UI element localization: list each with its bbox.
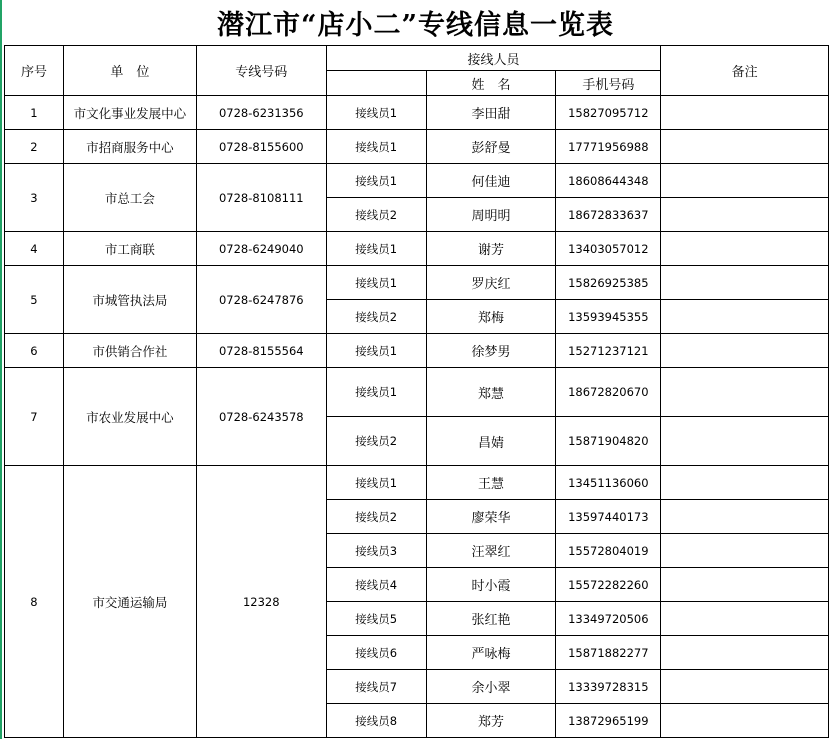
cell-unit[interactable]: 市城管执法局 [63, 266, 196, 334]
cell-name[interactable]: 李田甜 [426, 96, 556, 130]
cell-mobile[interactable]: 13872965199 [556, 704, 661, 738]
cell-name[interactable]: 周明明 [426, 198, 556, 232]
table-row [5, 96, 829, 130]
cell-mobile[interactable]: 15827095712 [556, 96, 661, 130]
cell-role[interactable]: 接线员8 [326, 704, 426, 738]
header-row-1 [5, 46, 829, 71]
cell-name[interactable]: 郑梅 [426, 300, 556, 334]
cell-name[interactable]: 汪翠红 [426, 534, 556, 568]
cell-remark[interactable] [661, 670, 829, 704]
cell-name[interactable]: 谢芳 [426, 232, 556, 266]
cell-hotline[interactable]: 0728-6247876 [196, 266, 326, 334]
cell-name[interactable]: 昌婧 [426, 417, 556, 466]
cell-mobile[interactable]: 18672833637 [556, 198, 661, 232]
table-row [5, 130, 829, 164]
cell-role[interactable]: 接线员4 [326, 568, 426, 602]
cell-mobile[interactable]: 15271237121 [556, 334, 661, 368]
cell-role[interactable]: 接线员1 [326, 368, 426, 417]
cell-remark[interactable] [661, 334, 829, 368]
table-row [5, 164, 829, 198]
cell-remark[interactable] [661, 232, 829, 266]
cell-remark[interactable] [661, 198, 829, 232]
cell-mobile[interactable]: 13451136060 [556, 466, 661, 500]
cell-remark[interactable] [661, 130, 829, 164]
cell-mobile[interactable]: 13339728315 [556, 670, 661, 704]
cell-name[interactable]: 徐梦男 [426, 334, 556, 368]
cell-role[interactable]: 接线员3 [326, 534, 426, 568]
cell-remark[interactable] [661, 266, 829, 300]
header-unit[interactable]: 单 位 [63, 46, 196, 96]
cell-remark[interactable] [661, 500, 829, 534]
cell-mobile[interactable]: 13349720506 [556, 602, 661, 636]
cell-role[interactable]: 接线员1 [326, 164, 426, 198]
cell-mobile[interactable]: 15871904820 [556, 417, 661, 466]
sheet-title[interactable]: 潜江市“店小二”专线信息一览表 [0, 0, 829, 45]
cell-mobile[interactable]: 13403057012 [556, 232, 661, 266]
cell-role[interactable]: 接线员5 [326, 602, 426, 636]
cell-seq[interactable]: 1 [5, 96, 64, 130]
table-row [5, 466, 829, 500]
header-hotline[interactable]: 专线号码 [196, 46, 326, 96]
cell-role[interactable]: 接线员1 [326, 130, 426, 164]
cell-remark[interactable] [661, 466, 829, 500]
header-seq[interactable]: 序号 [5, 46, 64, 96]
sheet-left-border [0, 0, 2, 739]
cell-role[interactable]: 接线员1 [326, 232, 426, 266]
cell-seq[interactable]: 3 [5, 164, 64, 232]
cell-role[interactable]: 接线员7 [326, 670, 426, 704]
cell-unit[interactable]: 市总工会 [63, 164, 196, 232]
cell-unit[interactable]: 市工商联 [63, 232, 196, 266]
cell-name[interactable]: 严咏梅 [426, 636, 556, 670]
cell-seq[interactable]: 5 [5, 266, 64, 334]
cell-unit[interactable]: 市文化事业发展中心 [63, 96, 196, 130]
table-body [5, 96, 829, 738]
table-row [5, 266, 829, 300]
cell-name[interactable]: 余小翠 [426, 670, 556, 704]
cell-remark[interactable] [661, 534, 829, 568]
cell-hotline[interactable]: 0728-8155600 [196, 130, 326, 164]
cell-role[interactable]: 接线员1 [326, 266, 426, 300]
cell-hotline[interactable]: 0728-6243578 [196, 368, 326, 466]
cell-remark[interactable] [661, 636, 829, 670]
cell-remark[interactable] [661, 96, 829, 130]
cell-seq[interactable]: 2 [5, 130, 64, 164]
cell-role[interactable]: 接线员2 [326, 417, 426, 466]
cell-hotline[interactable]: 12328 [196, 466, 326, 738]
cell-role[interactable]: 接线员2 [326, 198, 426, 232]
cell-name[interactable]: 郑芳 [426, 704, 556, 738]
cell-hotline[interactable]: 0728-8108111 [196, 164, 326, 232]
cell-name[interactable]: 张红艳 [426, 602, 556, 636]
cell-name[interactable]: 罗庆红 [426, 266, 556, 300]
table-row [5, 232, 829, 266]
cell-hotline[interactable]: 0728-8155564 [196, 334, 326, 368]
cell-mobile[interactable]: 15572282260 [556, 568, 661, 602]
cell-remark[interactable] [661, 164, 829, 198]
cell-seq[interactable]: 4 [5, 232, 64, 266]
cell-name[interactable]: 廖荣华 [426, 500, 556, 534]
cell-remark[interactable] [661, 368, 829, 417]
cell-role[interactable]: 接线员1 [326, 466, 426, 500]
cell-role[interactable]: 接线员2 [326, 500, 426, 534]
cell-hotline[interactable]: 0728-6231356 [196, 96, 326, 130]
cell-name[interactable]: 王慧 [426, 466, 556, 500]
cell-mobile[interactable]: 13597440173 [556, 500, 661, 534]
cell-name[interactable]: 郑慧 [426, 368, 556, 417]
cell-unit[interactable]: 市招商服务中心 [63, 130, 196, 164]
table-row [5, 368, 829, 417]
cell-seq[interactable]: 6 [5, 334, 64, 368]
cell-remark[interactable] [661, 704, 829, 738]
cell-unit[interactable]: 市交通运输局 [63, 466, 196, 738]
cell-mobile[interactable]: 18672820670 [556, 368, 661, 417]
cell-mobile[interactable]: 18608644348 [556, 164, 661, 198]
cell-remark[interactable] [661, 602, 829, 636]
hotline-table [4, 45, 829, 738]
cell-role[interactable]: 接线员2 [326, 300, 426, 334]
cell-mobile[interactable]: 15871882277 [556, 636, 661, 670]
cell-unit[interactable]: 市农业发展中心 [63, 368, 196, 466]
cell-mobile[interactable]: 15572804019 [556, 534, 661, 568]
cell-mobile[interactable]: 13593945355 [556, 300, 661, 334]
cell-remark[interactable] [661, 300, 829, 334]
cell-remark[interactable] [661, 568, 829, 602]
cell-role[interactable]: 接线员6 [326, 636, 426, 670]
cell-name[interactable]: 彭舒曼 [426, 130, 556, 164]
cell-mobile[interactable]: 17771956988 [556, 130, 661, 164]
header-contacts[interactable]: 接线人员 [326, 46, 661, 71]
header-remark[interactable]: 备注 [661, 46, 829, 96]
header-mobile[interactable]: 手机号码 [556, 71, 661, 96]
cell-mobile[interactable]: 15826925385 [556, 266, 661, 300]
cell-hotline[interactable]: 0728-6249040 [196, 232, 326, 266]
cell-remark[interactable] [661, 417, 829, 466]
cell-role[interactable]: 接线员1 [326, 96, 426, 130]
cell-seq[interactable]: 8 [5, 466, 64, 738]
cell-unit[interactable]: 市供销合作社 [63, 334, 196, 368]
header-name[interactable]: 姓 名 [426, 71, 556, 96]
cell-name[interactable]: 时小霞 [426, 568, 556, 602]
cell-name[interactable]: 何佳迪 [426, 164, 556, 198]
table-row [5, 334, 829, 368]
header-role-blank[interactable] [326, 71, 426, 96]
cell-seq[interactable]: 7 [5, 368, 64, 466]
cell-role[interactable]: 接线员1 [326, 334, 426, 368]
